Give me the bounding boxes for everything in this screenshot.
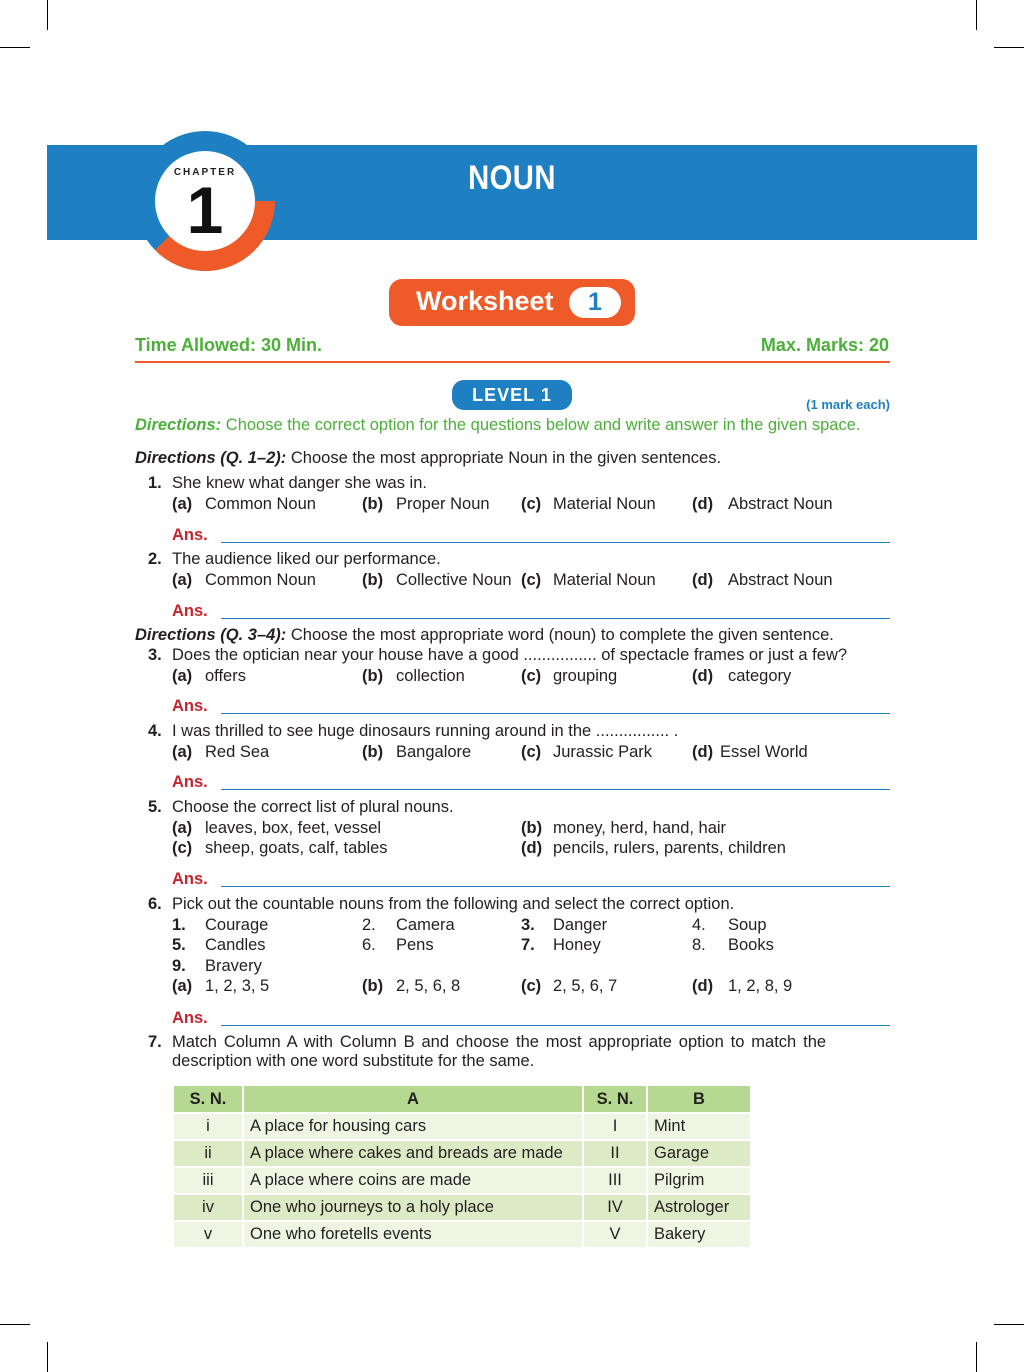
section-label: Directions (Q. 3–4):	[135, 626, 287, 644]
cell: A place for housing cars	[244, 1114, 582, 1139]
cell: iv	[174, 1195, 242, 1220]
directions-label: Directions:	[135, 416, 222, 434]
item-key: 8.	[692, 936, 706, 954]
option-key: (b)	[362, 743, 384, 761]
option-text: collection	[396, 667, 465, 685]
cell: ii	[174, 1141, 242, 1166]
question-text: She knew what danger she was in.	[172, 474, 427, 492]
item-text: Pens	[396, 936, 434, 954]
option-key: (d)	[692, 743, 714, 761]
cell: Astrologer	[648, 1195, 750, 1220]
answer-label: Ans.	[172, 1009, 208, 1027]
option-text: sheep, goats, calf, tables	[205, 839, 388, 857]
crop-mark	[994, 47, 1024, 48]
option-text: money, herd, hand, hair	[553, 819, 727, 837]
option-text: Material Noun	[553, 571, 656, 589]
option-text: grouping	[553, 667, 618, 685]
question-text: The audience liked our performance.	[172, 550, 441, 568]
option-key: (a)	[172, 743, 193, 761]
option-key: (b)	[362, 495, 384, 513]
question-text: Pick out the countable nouns from the following and select the correct option.	[172, 895, 735, 913]
item-text: Danger	[553, 916, 608, 934]
option-key: (d)	[692, 667, 714, 685]
crop-mark	[994, 1324, 1024, 1325]
answer-line[interactable]	[221, 542, 890, 543]
column-header: S. N.	[174, 1086, 242, 1112]
item-key: 1.	[172, 916, 186, 934]
question-text: Choose the correct list of plural nouns.	[172, 798, 454, 816]
section-directions-2	[135, 626, 834, 645]
option-text: Common Noun	[205, 495, 316, 513]
cell: III	[584, 1168, 646, 1193]
option-key: (c)	[521, 571, 542, 589]
table-row	[174, 1168, 750, 1193]
chapter-badge	[135, 125, 275, 277]
option-key: (c)	[521, 743, 542, 761]
crop-mark	[976, 0, 977, 30]
cell: A place where cakes and breads are made	[244, 1141, 582, 1166]
option-key: (a)	[172, 571, 193, 589]
question-number: 7.	[148, 1033, 162, 1051]
question-number: 5.	[148, 798, 162, 816]
option-key: (d)	[521, 839, 543, 857]
question-text: Match Column A with Column B and choose the most appropriate option to match the	[172, 1033, 827, 1051]
chapter-title: NOUN	[468, 159, 556, 197]
cell: v	[174, 1222, 242, 1247]
section-text: Choose the most appropriate Noun in the given sentences.	[286, 449, 722, 467]
option-key: (d)	[692, 495, 714, 513]
cell: IV	[584, 1195, 646, 1220]
answer-line[interactable]	[221, 618, 890, 619]
question-number: 6.	[148, 895, 162, 913]
cell: V	[584, 1222, 646, 1247]
item-key: 5.	[172, 936, 186, 954]
worksheet-number: 1	[569, 287, 621, 318]
marks-note: (1 mark each)	[806, 397, 890, 412]
option-text: leaves, box, feet, vessel	[205, 819, 382, 837]
item-text: Honey	[553, 936, 601, 954]
option-text: Jurassic Park	[553, 743, 653, 761]
option-key: (b)	[362, 571, 384, 589]
answer-line[interactable]	[221, 713, 890, 714]
cell: iii	[174, 1168, 242, 1193]
question-text: description with one word substitute for the same.	[172, 1052, 535, 1070]
option-text: Abstract Noun	[728, 495, 833, 513]
time-allowed: Time Allowed: 30 Min.	[135, 335, 323, 355]
worksheet-label: Worksheet	[416, 286, 554, 316]
item-text: Books	[728, 936, 774, 954]
option-text: Collective Noun	[396, 571, 512, 589]
question-number: 2.	[148, 550, 162, 568]
column-header: A	[244, 1086, 582, 1112]
item-text: Courage	[205, 916, 269, 934]
option-text: 1, 2, 3, 5	[205, 977, 270, 995]
crop-mark	[0, 1324, 30, 1325]
option-key: (b)	[362, 977, 384, 995]
item-key: 4.	[692, 916, 706, 934]
table-row	[174, 1222, 750, 1247]
item-key: 7.	[521, 936, 535, 954]
crop-mark	[976, 1342, 977, 1372]
chapter-number: 1	[186, 173, 224, 247]
option-key: (c)	[521, 977, 542, 995]
option-text: pencils, rulers, parents, children	[553, 839, 786, 857]
table-header-row	[174, 1086, 750, 1112]
option-text: Red Sea	[205, 743, 270, 761]
question-text: I was thrilled to see huge dinosaurs running around in the ................ .	[172, 722, 679, 740]
option-text: category	[728, 667, 792, 685]
option-text: Essel World	[720, 743, 808, 761]
crop-mark	[47, 1342, 48, 1372]
answer-label: Ans.	[172, 602, 208, 620]
answer-line[interactable]	[221, 886, 890, 887]
level-badge: LEVEL 1	[452, 380, 572, 410]
worksheet-badge	[389, 279, 635, 326]
option-key: (c)	[172, 839, 193, 857]
directions	[135, 416, 860, 435]
option-key: (c)	[521, 667, 542, 685]
item-text: Candles	[205, 936, 266, 954]
cell: One who journeys to a holy place	[244, 1195, 582, 1220]
option-text: Proper Noun	[396, 495, 490, 513]
column-header: B	[648, 1086, 750, 1112]
divider	[135, 361, 890, 363]
column-header: S. N.	[584, 1086, 646, 1112]
section-text: Choose the most appropriate word (noun) to complete the given sentence.	[286, 626, 834, 644]
option-key: (b)	[362, 667, 384, 685]
section-label: Directions (Q. 1–2):	[135, 449, 287, 467]
option-key: (b)	[521, 819, 543, 837]
answer-label: Ans.	[172, 870, 208, 888]
cell: Pilgrim	[648, 1168, 750, 1193]
option-key: (a)	[172, 977, 193, 995]
cell: II	[584, 1141, 646, 1166]
crop-mark	[0, 47, 30, 48]
section-directions-1	[135, 449, 721, 468]
option-text: Abstract Noun	[728, 571, 833, 589]
item-text: Bravery	[205, 957, 262, 975]
match-table	[172, 1084, 752, 1249]
crop-mark	[47, 0, 48, 30]
cell: I	[584, 1114, 646, 1139]
answer-label: Ans.	[172, 773, 208, 791]
option-key: (a)	[172, 667, 193, 685]
table-row	[174, 1195, 750, 1220]
cell: One who foretells events	[244, 1222, 582, 1247]
option-text: 2, 5, 6, 8	[396, 977, 461, 995]
item-text: Soup	[728, 916, 767, 934]
option-text: offers	[205, 667, 246, 685]
question-text: Does the optician near your house have a good ................ of spectacle frames or just a few?	[172, 646, 848, 664]
option-key: (d)	[692, 571, 714, 589]
option-text: 1, 2, 8, 9	[728, 977, 793, 995]
cell: i	[174, 1114, 242, 1139]
option-key: (c)	[521, 495, 542, 513]
item-key: 6.	[362, 936, 376, 954]
question-number: 3.	[148, 646, 162, 664]
answer-line[interactable]	[221, 1025, 890, 1026]
table-row	[174, 1114, 750, 1139]
question-number: 1.	[148, 474, 162, 492]
option-key: (a)	[172, 495, 193, 513]
cell: A place where coins are made	[244, 1168, 582, 1193]
option-text: Common Noun	[205, 571, 316, 589]
table-row	[174, 1141, 750, 1166]
answer-line[interactable]	[221, 789, 890, 790]
max-marks: Max. Marks: 20	[760, 335, 889, 355]
option-key: (a)	[172, 819, 193, 837]
cell: Garage	[648, 1141, 750, 1166]
item-text: Camera	[396, 916, 455, 934]
item-key: 3.	[521, 916, 535, 934]
option-text: Bangalore	[396, 743, 472, 761]
chapter-label: CHAPTER	[173, 167, 237, 178]
answer-label: Ans.	[172, 697, 208, 715]
question-number: 4.	[148, 722, 162, 740]
answer-label: Ans.	[172, 526, 208, 544]
cell: Mint	[648, 1114, 750, 1139]
option-text: Material Noun	[553, 495, 656, 513]
option-key: (d)	[692, 977, 714, 995]
option-text: 2, 5, 6, 7	[553, 977, 618, 995]
item-key: 2.	[362, 916, 376, 934]
item-key: 9.	[172, 957, 186, 975]
cell: Bakery	[648, 1222, 750, 1247]
directions-text: Choose the correct option for the questions below and write answer in the given space.	[221, 416, 861, 434]
